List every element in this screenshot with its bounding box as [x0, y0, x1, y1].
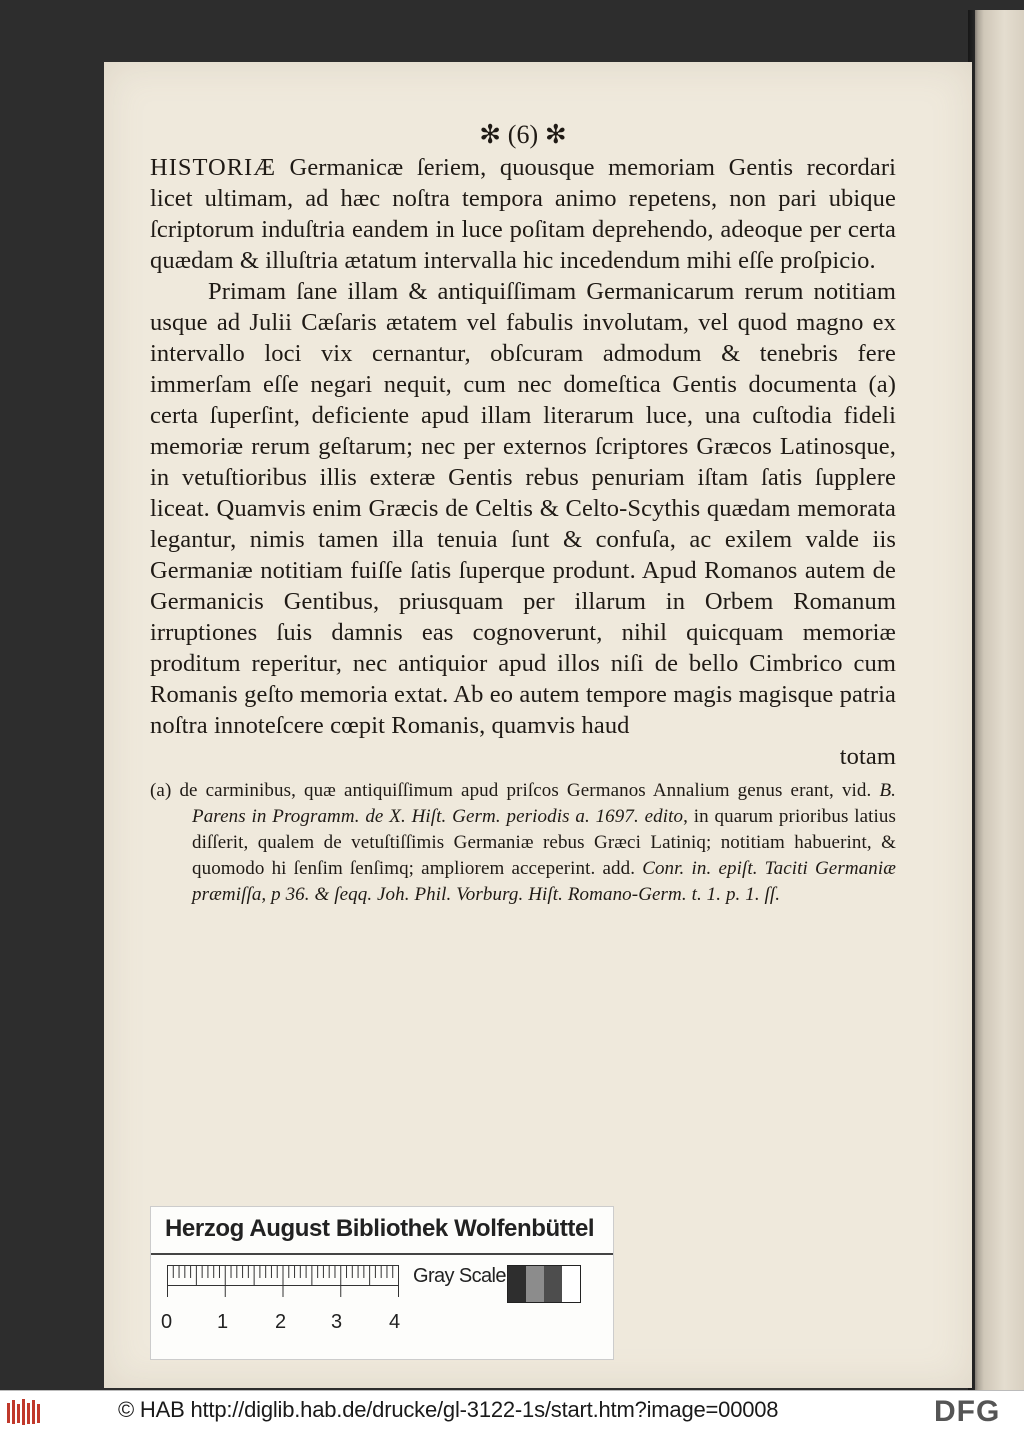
- gray-swatch: [526, 1266, 544, 1302]
- ruler-labels: [161, 1311, 421, 1341]
- page-header: ✻ (6) ✻: [479, 120, 567, 149]
- gray-swatch: [544, 1266, 562, 1302]
- gray-scale-swatches: [507, 1265, 581, 1303]
- footer-credit-url[interactable]: © HAB http://diglib.hab.de/drucke/gl-3122-1s/start.htm?image=00008: [118, 1397, 779, 1422]
- paragraph-1-text: Germanicæ ſeriem, quousque memoriam Gentis recordari licet ultimam, ad hæc noſtra tempora animo repetens, non pari ubique ſcriptorum induſtria eandem in luce poſitam deprehendo, adeoque per certa quædam & illuſtria ætatum intervalla hic incedendum mihi eſſe proſpicio.: [150, 154, 896, 274]
- ruler-label: 1: [217, 1311, 229, 1333]
- footnote-ref-2: Conr. in. epiſt. Taciti Germaniæ præmiſſa, p 36. & ſeqq. Joh. Phil. Vorburg. Hiſt. Romano-Germ. t. 1. p. 1. ſſ.: [192, 858, 896, 905]
- footer-bar: [0, 1390, 1024, 1433]
- dfg-logo: DFG: [934, 1395, 1001, 1428]
- catchword: totam: [839, 743, 896, 770]
- paragraph-1-lead: HISTORIÆ: [150, 154, 276, 181]
- paragraph-1: [150, 152, 896, 276]
- ruler-label: 4: [389, 1311, 401, 1333]
- paragraph-2: [150, 276, 896, 741]
- page-text-block: [150, 120, 896, 908]
- gray-swatch: [562, 1266, 580, 1302]
- color-calibration-chart: [150, 1206, 614, 1360]
- footnote-text-1: de carminibus, quæ antiquiſſimum apud priſcos Germanos Annalium genus erant, vid.: [171, 780, 880, 801]
- paragraph-2-text: Primam ſane illam & antiquiſſimam Germanicarum rerum notitiam usque ad Julii Cæſaris ætatem vel fabulis involutam, vel quod magno ex intervallo loci vix cernantur, obſcuram admodum & tenebris fere immerſam eſſe negari nequit, cum nec domeſtica Gentis documenta (a) certa ſuperſint, deficiente apud illam literarum luce, una cuſtodia fideli memoriæ rerum geſtarum; nec per externos ſcriptores Græcos Latinosque, in vetuſtioribus illis exteræ Gentis rebus penuriam iſtam ſatis ſupplere liceat. Quamvis enim Græcis de Celtis & Celto-Scythis quædam memorata legantur, nimis tamen illa tenuia ſunt & confuſa, ac exilem valde iis Germaniæ notitiam fuiſſe ſatis ſuperque produnt. Apud Romanos autem de Germanicis Gentibus, priusquam per illarum in Orbem Romanum irruptiones ſuis damnis eas cognoverunt, nihil quicquam memoriæ proditum reperitur, nec antiquior apud illos niſi de bello Cimbrico cum Romanis geſto memoria extat. Ab eo autem tempore magis magisque patria noſtra innoteſcere cœpit Romanis, quamvis haud: [150, 278, 896, 739]
- gray-swatch: [508, 1266, 526, 1302]
- footnote: [150, 778, 896, 908]
- ruler-label: 3: [331, 1311, 343, 1333]
- ruler-label: 2: [275, 1311, 287, 1333]
- ruler-label: 0: [161, 1311, 173, 1333]
- adjacent-page-edge: [975, 10, 1024, 1390]
- hab-logo-icon: [6, 1397, 44, 1427]
- footnote-ref-1: B. Parens in Programm. de X. Hiſt. Germ. periodis a. 1697. edito: [192, 780, 896, 827]
- library-name: Herzog August Bibliothek Wolfenbüttel: [165, 1215, 595, 1242]
- footnote-mark: (a): [150, 780, 172, 801]
- chart-divider: [151, 1253, 613, 1255]
- scale-ruler: [167, 1265, 399, 1299]
- gray-scale-label: Gray Scale: [413, 1265, 506, 1287]
- footnote-text-2: , in quarum prioribus latius diſſerit, qualem de vetuſtiſſimis Germaniæ rebus Græci Latiniq; notitiam habuerint, & quomodo hi ſenſim ſenſimq; ampliorem acceperint. add.: [192, 806, 896, 879]
